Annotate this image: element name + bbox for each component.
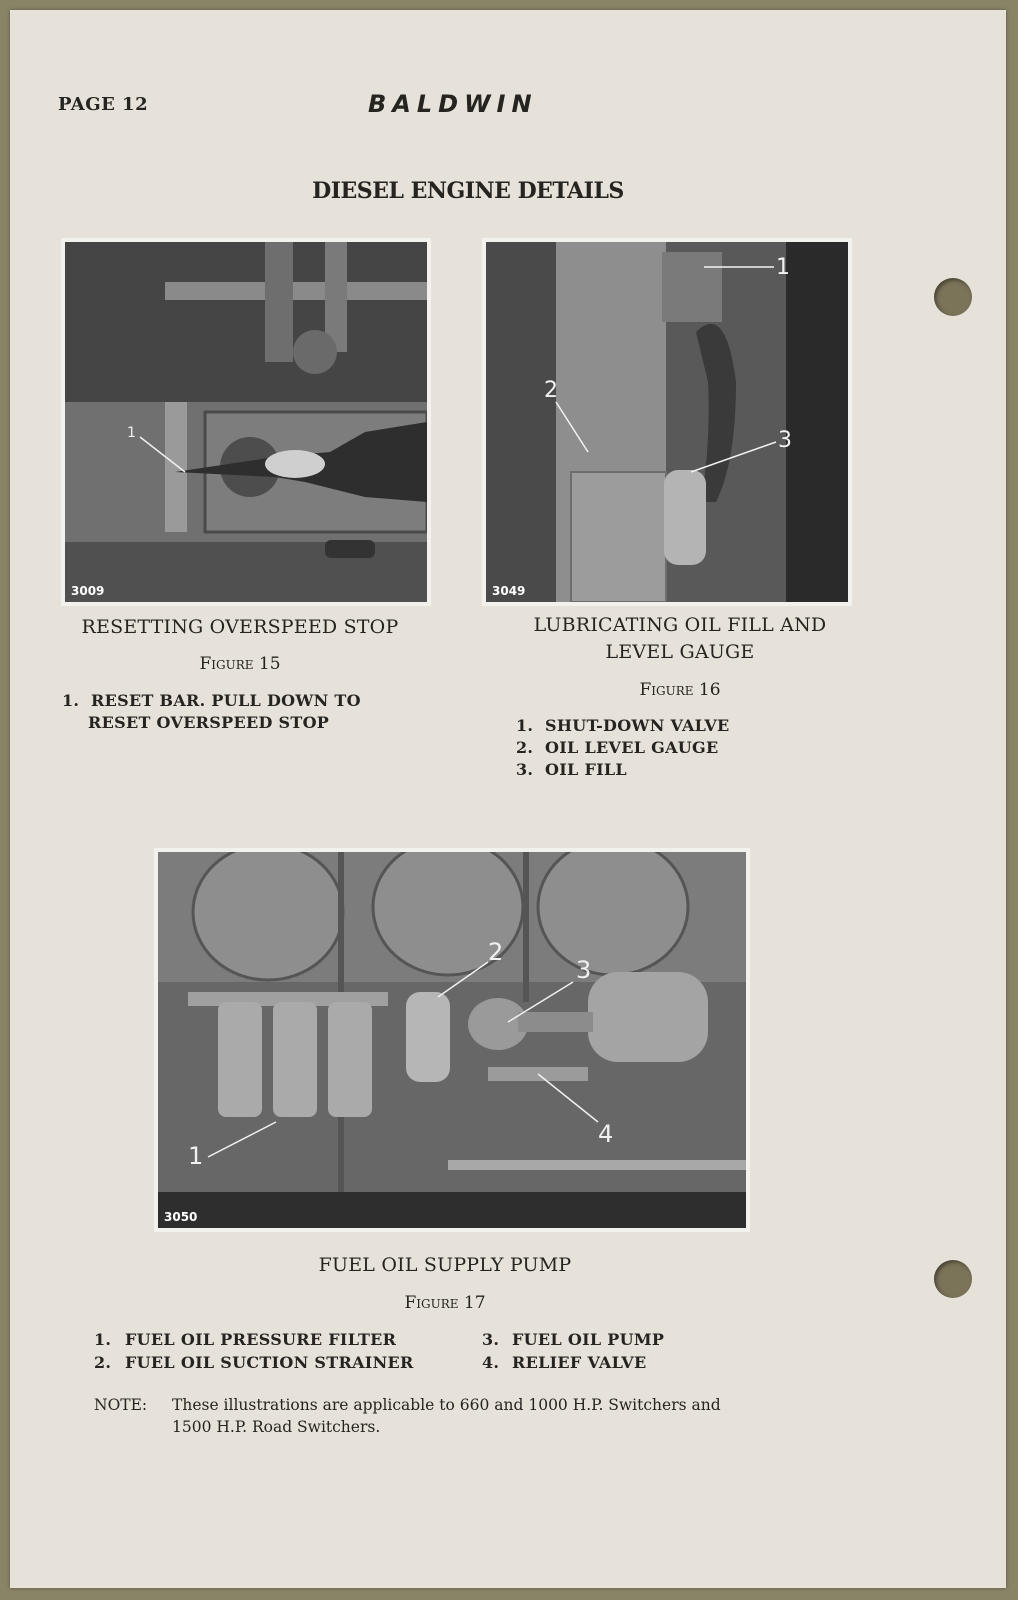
figure-16-photo-number: 3049 [492,584,526,598]
figure-17-callout-1: 1 [188,1142,204,1170]
figure-17-photo-number: 3050 [164,1210,198,1224]
figure-16-label: Figure 16 [639,680,721,700]
figure-16-item-1-num: 1. [516,716,534,735]
page-number: PAGE 12 [58,94,149,115]
figure-16-item-1-text: SHUT-DOWN VALVE [545,716,730,735]
brand-heading: BALDWIN [368,90,538,118]
figure-16-callout-3: 3 [778,428,792,453]
figure-16-item-3-num: 3. [516,760,534,779]
figure-15-photo [61,238,431,606]
figure-15-item-1-num: 1. [62,691,80,710]
figure-17-callout-2: 2 [488,938,504,966]
figure-17-callout-4: 4 [598,1120,614,1148]
figure-15-caption: RESETTING OVERSPEED STOP [81,616,399,638]
figure-16-item-2-num: 2. [516,738,534,757]
figure-17-label: Figure 17 [404,1293,486,1313]
figure-16-callout-1: 1 [776,255,790,280]
page-title: DIESEL ENGINE DETAILS [312,178,624,204]
figure-16-item-2-text: OIL LEVEL GAUGE [545,738,719,757]
figure-17-caption: FUEL OIL SUPPLY PUMP [318,1254,572,1276]
figure-17-item-1-text: FUEL OIL PRESSURE FILTER [125,1330,397,1349]
figure-17-item-4-num: 4. [482,1353,500,1372]
document-page [10,10,1006,1588]
figure-17-item-3-text: FUEL OIL PUMP [512,1330,665,1349]
figure-17-item-2-num: 2. [94,1353,112,1372]
figure-17-item-3-num: 3. [482,1330,500,1349]
figure-15-callout-1: 1 [127,425,136,441]
figure-15-item-1-line-1: RESET BAR. PULL DOWN TO [91,691,361,710]
binder-hole-top [934,278,972,316]
figure-17-callout-3: 3 [576,956,592,984]
binder-hole-bottom [934,1260,972,1298]
figure-16-caption-line-1: LUBRICATING OIL FILL AND [533,614,827,636]
figure-16-callout-2: 2 [544,378,558,403]
note-line-2: 1500 H.P. Road Switchers. [172,1418,381,1436]
figure-15-label: Figure 15 [199,654,281,674]
figure-16-photo [482,238,852,606]
figure-16-caption-line-2: LEVEL GAUGE [605,641,755,663]
note-label: NOTE: [94,1396,148,1414]
figure-17-photo [154,848,750,1232]
figure-17-item-2-text: FUEL OIL SUCTION STRAINER [125,1353,414,1372]
note-line-1: These illustrations are applicable to 660 and 1000 H.P. Switchers and [172,1396,721,1414]
figure-15-photo-number: 3009 [71,584,105,598]
figure-16-item-3-text: OIL FILL [545,760,627,779]
figure-17-item-1-num: 1. [94,1330,112,1349]
figure-15-item-1-line-2: RESET OVERSPEED STOP [88,713,330,732]
figure-17-item-4-text: RELIEF VALVE [512,1353,647,1372]
